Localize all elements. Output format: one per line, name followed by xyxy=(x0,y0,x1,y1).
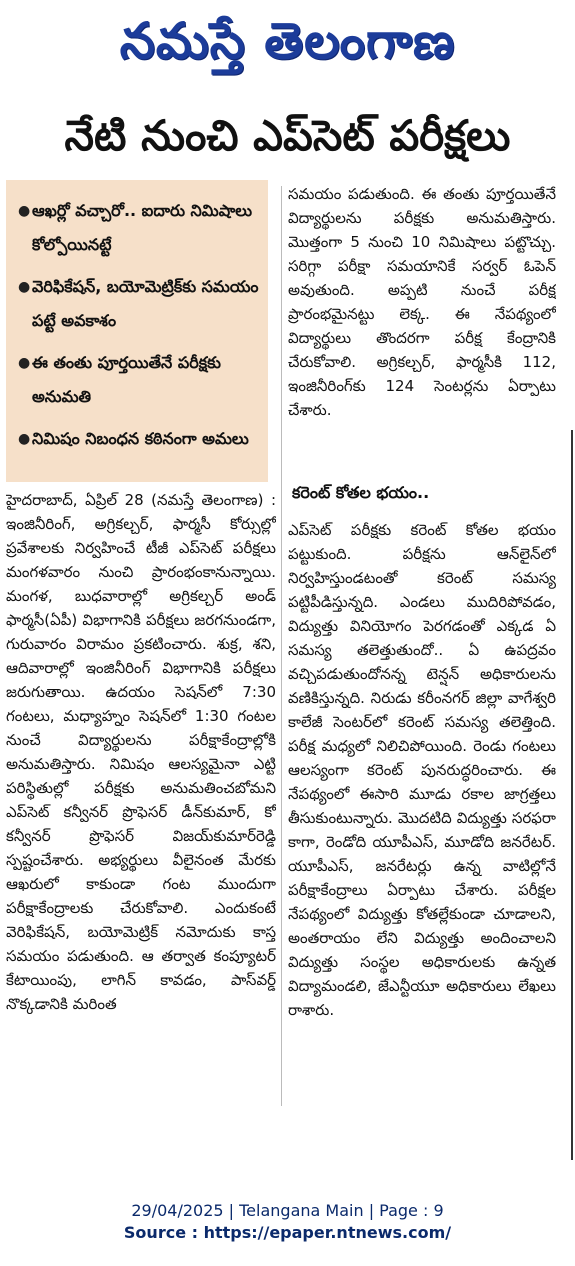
article-headline: నేటి నుంచి ఎప్‌సెట్ పరీక్షలు xyxy=(64,111,511,160)
highlight-text: నిమిషం నిబంధన కఠినంగా అమలు xyxy=(32,429,249,448)
highlight-item xyxy=(18,194,260,262)
highlights-box xyxy=(6,180,268,482)
article-paragraph: ఎప్‌సెట్ పరీక్షకు కరెంట్ కోతల భయం పట్టుకుంది. పరీక్షను ఆన్‌లైన్‌లో నిర్వహిస్తుండటంతో కరెంట్ సమస్య పట్టిపీడిస్తున్నది. ఎండలు ముదిరిపోవడం, విద్యుత్తు వినియోగం పెరగడంతో ఎక్కడ ఏ సమస్య తలెత్తుతుందో.. ఏ ఉపద్రవం వచ్చిపడుతుందోనన్న టెన్షన్ అధికారులను వణికిస్తున్నది. నిరుడు కరీంనగర్ జిల్లా వాగేశ్వరి కాలేజీ సెంటర్‌లో కరెంట్ సమస్య తలెత్తింది. పరీక్ష మధ్యలో నిలిచిపోయింది. రెండు గంటలు ఆలస్యంగా కరెంట్ పునరుద్ధరించారు. ఈ నేపథ్యంలో ఈసారి మూడు రకాల జాగ్రత్తలు తీసుకుంటున్నారు. మొదటిది విద్యుత్తు సరఫరా కాగా, రెండోది యూపీఎస్, మూడోది జనరేటర్. యూపీఎస్, జనరేటర్లు ఉన్న వాటిల్లోనే పరీక్షాకేంద్రాలు ఏర్పాటు చేశారు. పరీక్షల నేపథ్యంలో విద్యుత్తు కోతల్లేకుండా చూడాలని, అంతరాయం లేని విద్యుత్తు అందించాలని విద్యుత్తు సంస్థల అధికారులకు ఉన్నత విద్యామండలి, జేఎన్టీయూ అధికారులు లేఖలు రాశారు. xyxy=(288,521,556,1019)
article-body-right-column-bottom xyxy=(288,518,556,1108)
bullet-icon: ● xyxy=(18,355,31,371)
article-paragraph: హైదరాబాద్, ఏప్రిల్ 28 (నమస్తే తెలంగాణ) : ఇంజినీరింగ్, అగ్రికల్చర్, ఫార్మసీ కోర్సుల్లో ప్రవేశాలకు నిర్వహించే టీజీ ఎప్‌సెట్ పరీక్షలు మంగళవారం నుంచి ప్రారంభంకానున్నాయి. మంగళ, బుధవారాల్లో అగ్రికల్చర్ అండ్ ఫార్మసీ(ఏపీ) విభాగానికి పరీక్షలు జరగనుండగా, గురువారం విరామం ప్రకటించారు. శుక్ర, శని, ఆదివారాల్లో ఇంజినీరింగ్ విభాగానికి పరీక్షలు జరుగుతాయి. ఉదయం సెషన్‌లో 7:30 గంటలు, మధ్యాహ్నం సెషన్‌లో 1:30 గంటల నుంచే విద్యార్థులను పరీక్షాకేంద్రాల్లోకి అనుమతిస్తారు. నిమిషం ఆలస్యమైనా ఎట్టి పరిస్థితుల్లో పరీక్షకు అనుమతించబోమని ఎప్‌సెట్ కన్వీనర్ ప్రొఫెసర్ డీన్‌కుమార్, కో కన్వీనర్ ప్రొఫెసర్ విజయ్‌కుమార్‌రెడ్డి స్పష్టంచేశారు. అభ్యర్థులు వీలైనంత మేరకు ఆఖరులో కాకుండా గంట ముందుగా పరీక్షాకేంద్రాలకు చేరుకోవాలి. ఎందుకంటే వెరిఫికేషన్, బయోమెట్రిక్ నమోదుకు కాస్త సమయం పడుతుంది. ఆ తర్వాత కంప్యూటర్ కేటాయింపు, లాగిన్ కావడం, పాస్‌వర్డ్ నొక్కడానికి మరింత xyxy=(6,491,276,1013)
bullet-icon: ● xyxy=(18,431,31,447)
column-divider xyxy=(281,186,282,1106)
highlight-item xyxy=(18,270,260,338)
newspaper-logo: నమస్తే తెలంగాణ xyxy=(119,12,456,70)
bullet-icon: ● xyxy=(18,203,31,219)
footer-source-link[interactable]: Source : https://epaper.ntnews.com/ xyxy=(123,1223,452,1242)
highlight-text: వెరిఫికేషన్, బయోమెట్రిక్‌కు సమయం పట్టే అవకాశం xyxy=(32,277,259,330)
article-body-right-column-top xyxy=(288,182,556,464)
masthead xyxy=(0,0,575,82)
highlight-item xyxy=(18,422,260,456)
page-edge-line xyxy=(571,430,573,1160)
article-body-left-column xyxy=(6,488,276,1108)
bullet-icon: ● xyxy=(18,279,31,295)
article-paragraph: సమయం పడుతుంది. ఈ తంతు పూర్తయితేనే విద్యార్థులను పరీక్షకు అనుమతిస్తారు. మొత్తంగా 5 నుంచి 10 నిమిషాలు పట్టొచ్చు. సరిగ్గా పరీక్షా సమయానికే సర్వర్ ఓపెన్ అవుతుంది. అప్పటి నుంచే పరీక్ష ప్రారంభమైనట్టు లెక్క. ఈ నేపథ్యంలో విద్యార్థులు తొందరగా పరీక్ష కేంద్రానికి చేరుకోవాలి. అగ్రికల్చర్, ఫార్మసీకి 112, ఇంజినీరింగ్‌కు 124 సెంటర్లను ఏర్పాటు చేశారు. xyxy=(288,185,556,419)
article-subheading: కరెంట్ కోతల భయం.. xyxy=(292,483,430,502)
highlight-item xyxy=(18,346,260,414)
highlight-text: ఆఖర్లో వచ్చారో.. ఐదారు నిమిషాలు కోల్పోయినట్టే xyxy=(32,201,253,254)
footer xyxy=(0,1200,575,1244)
highlight-text: ఈ తంతు పూర్తయితేనే పరీక్షకు అనుమతి xyxy=(32,353,221,406)
footer-date-page: 29/04/2025 | Telangana Main | Page : 9 xyxy=(131,1201,444,1220)
